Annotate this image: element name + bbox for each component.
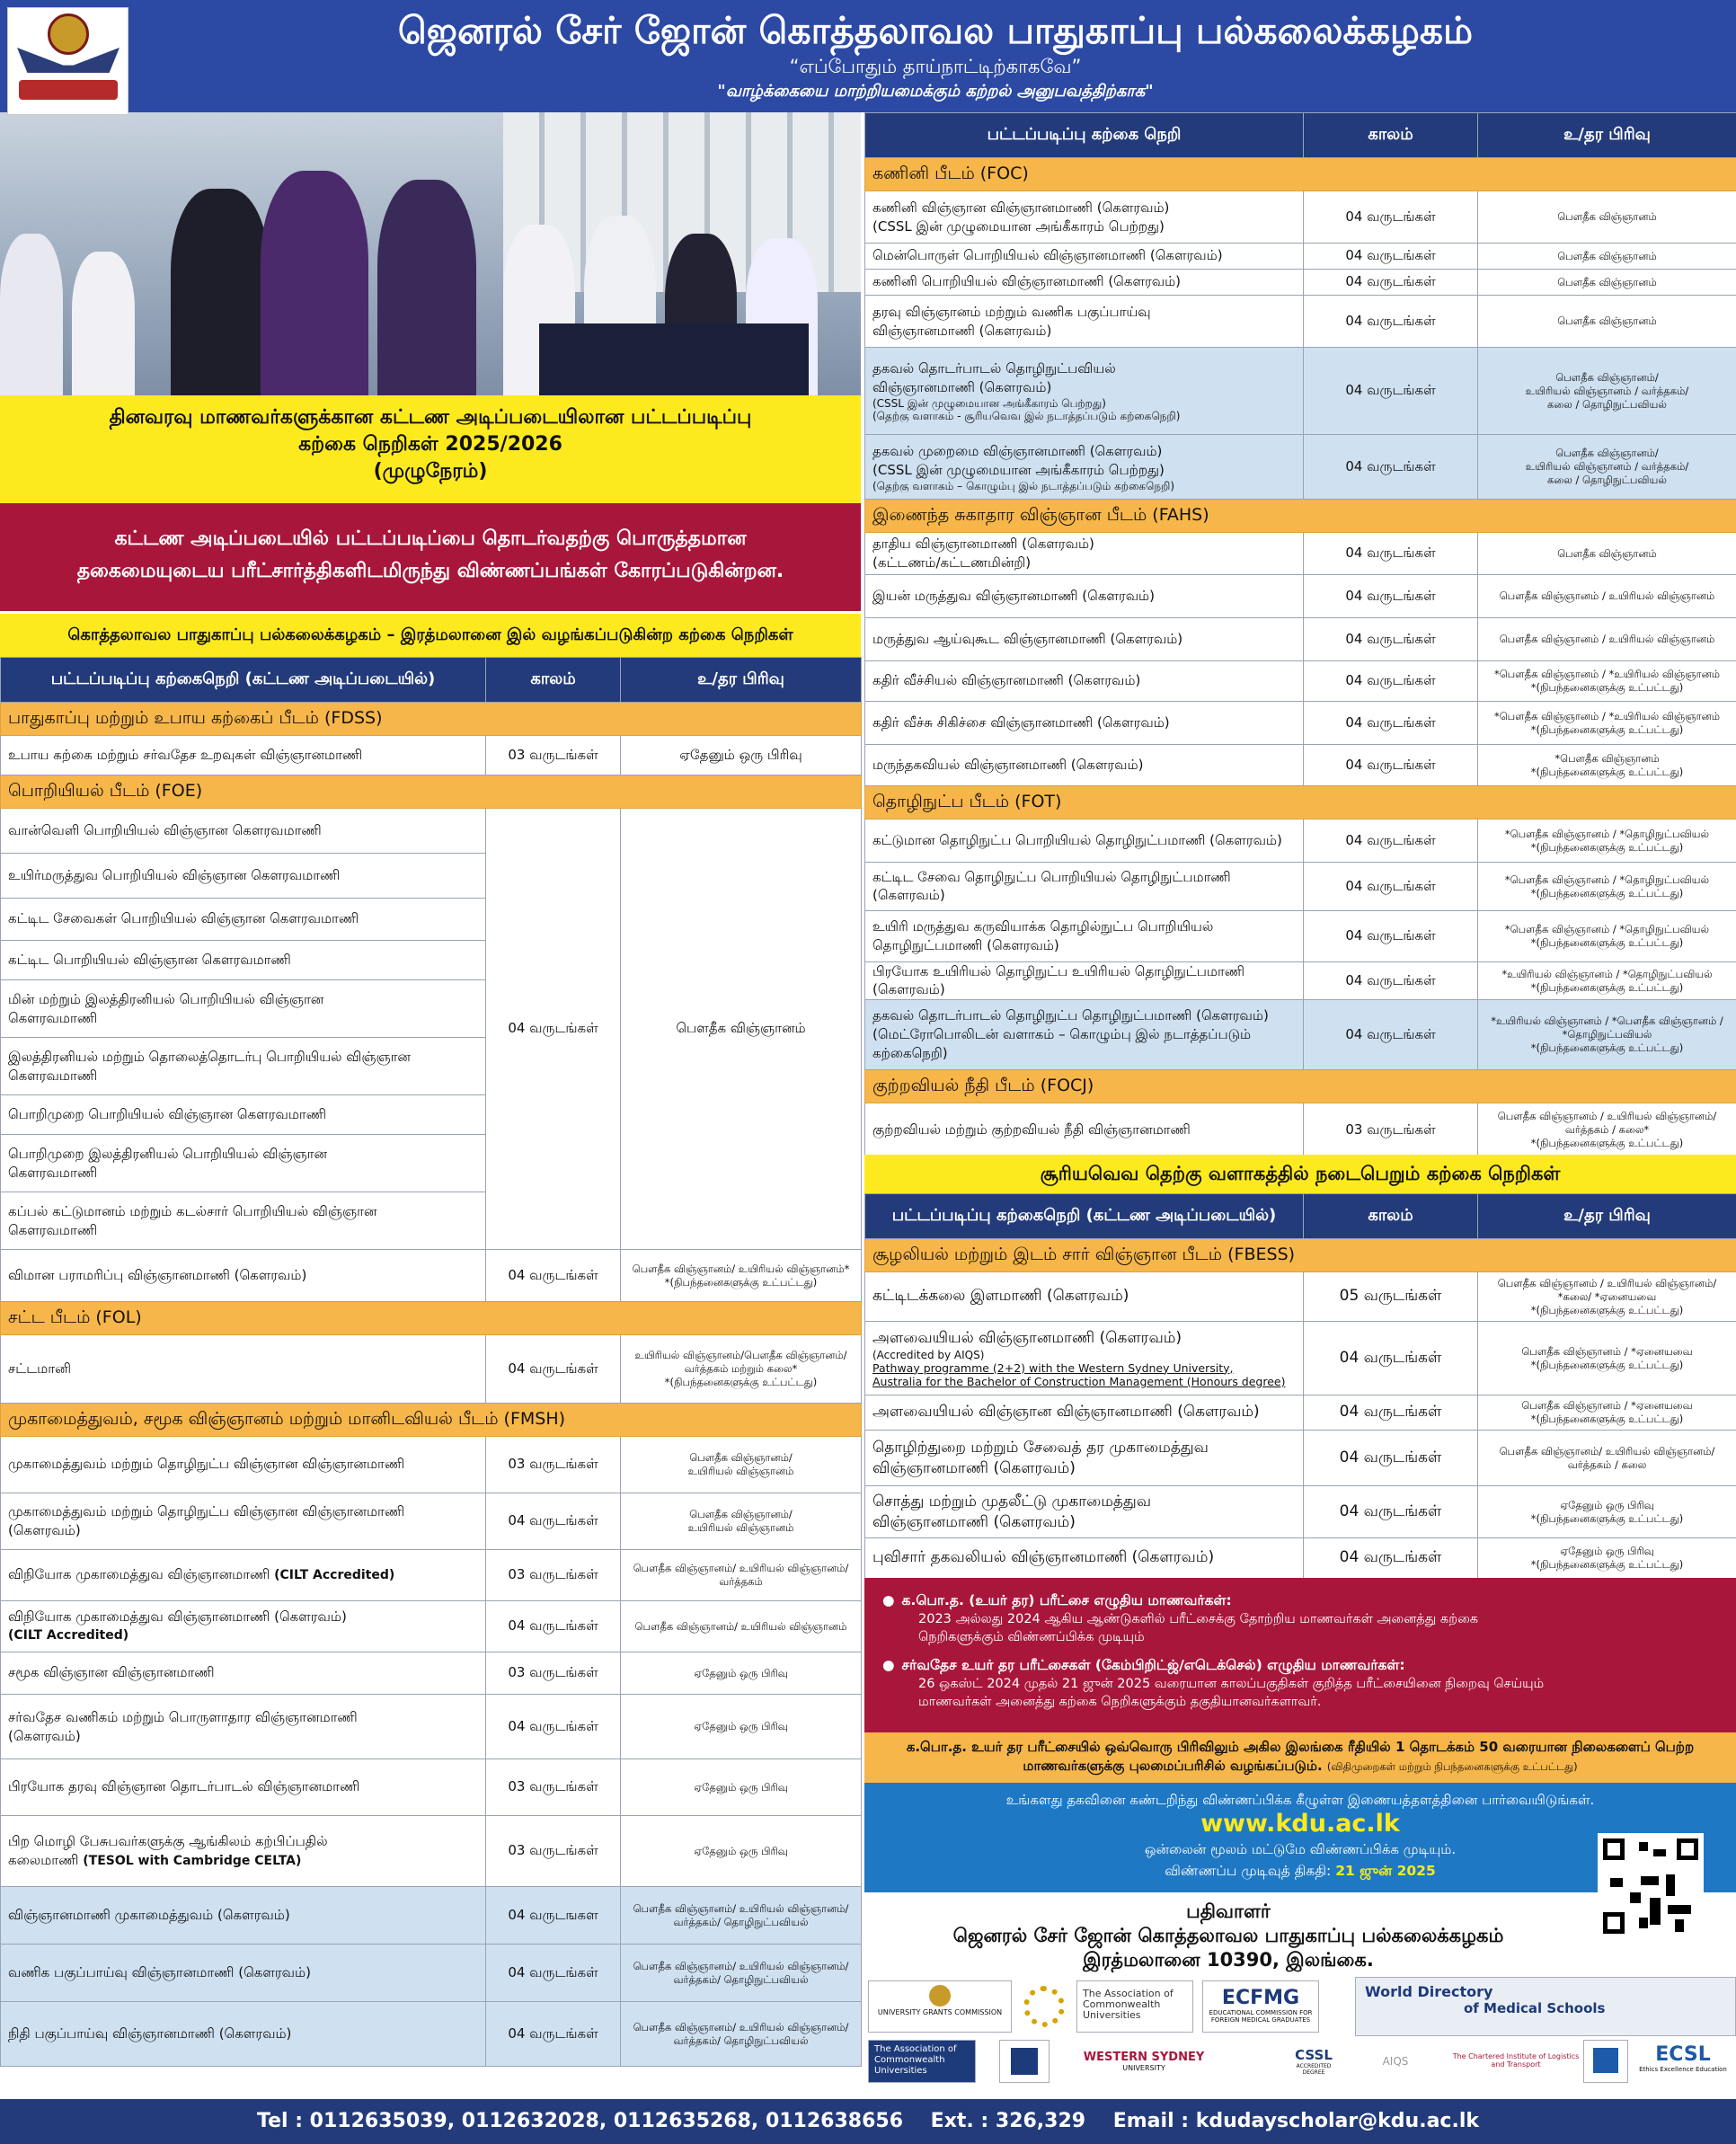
table-row: இலத்திரனியல் மற்றும் தொலைத்தொடர்பு பொறியியல் விஞ்ஞான கௌரவமாணி xyxy=(1,1038,862,1095)
aiqs-logo: AIQS xyxy=(1373,2040,1418,2083)
call-line-2: தகைமையுடைய பரீட்சார்த்திகளிடமிருந்து விண்ணப்பங்கள் கோரப்படுகின்றன. xyxy=(76,560,784,582)
eligibility-intl-title: ● சர்வதேச உயர் தர பரீட்சைகள் (கேம்பிறிட்ஜ்/எடெக்செல்) எழுதிய மாணவர்கள்: xyxy=(882,1657,1718,1675)
university-motto: “எப்போதும் தாய்நாட்டிற்காகவே” xyxy=(789,56,1082,77)
intro-box xyxy=(0,395,861,503)
eligibility-al-title: ● க.பொ.த. (உயர் தர) பரீட்சை எழுதிய மாணவர்கள்: xyxy=(882,1592,1718,1610)
table-row: புவிசார் தகவலியல் விஞ்ஞானமாணி (கௌரவம்) 04 வருடங்கள் ஏதேனும் ஒரு பிரிவு *(நிபந்தனைகளுக்கு உட்பட்டது) xyxy=(865,1538,1736,1579)
table-row: அளவையியல் விஞ்ஞானமாணி (கௌரவம்) (Accredited by AIQS) Pathway programme (2+2) with the Western Sydney University, Australia for the Bachelor of Construction Management (Honours degree) 04 வருடங்கள் பௌதீக விஞ்ஞானம் / *ஏனையவை *(நிபந்தனைகளுக்கு உட்பட்டது) xyxy=(865,1322,1736,1395)
scholarship-line-1: க.பொ.த. உயர் தர பரீட்சையில் ஒவ்வொரு பிரிவிலும் அகில இலங்கை ரீதியில் 1 தொடக்கம் 50 வரையான நிலைகளைப் பெற்ற xyxy=(906,1739,1695,1755)
intro-line-1: தினவரவு மாணவர்களுக்கான கட்டண அடிப்படையிலான பட்டப்படிப்பு xyxy=(109,406,752,429)
table-row: தரவு விஞ்ஞானம் மற்றும் வணிக பகுப்பாய்வு விஞ்ஞானமாணி (கௌரவம்) 04 வருடங்கள் பௌதீக விஞ்ஞானம் xyxy=(865,296,1736,348)
table-row: கதிர் வீச்சு சிகிச்சை விஞ்ஞானமாணி (கௌரவம்) 04 வருடங்கள் *பௌதீக விஞ்ஞானம் / *உயிரியல் விஞ்ஞானம் *(நிபந்தனைகளுக்கு உட்பட்டது) xyxy=(865,702,1736,745)
online-only-note: ஒன்லைன் மூலம் மட்டுமே விண்ணப்பிக்க முடியும். xyxy=(1144,1841,1457,1857)
acu-logo: The Association of Commonwealth Universities xyxy=(1076,1980,1193,2033)
table-row: கட்டுமான தொழிநுட்ப பொறியியல் தொழிநுட்பமாணி (கௌரவம்) 04 வருடங்கள் *பௌதீக விஞ்ஞானம் / *தொழிநுட்பவியல் *(நிபந்தனைகளுக்கு உட்பட்டது) xyxy=(865,820,1736,863)
table-row: பொறிமுறை இலத்திரனியல் பொறியியல் விஞ்ஞான கௌரவமாணி xyxy=(1,1135,862,1192)
table-row: சமூக விஞ்ஞான விஞ்ஞானமாணி 03 வருடங்கள் ஏதேனும் ஒரு பிரிவு xyxy=(1,1652,862,1695)
faculty-fbess: சூழலியல் மற்றும் இடம் சார் விஞ்ஞான பீடம் (FBESS) xyxy=(865,1239,1736,1272)
header-bar xyxy=(0,0,1736,112)
table-row: கதிர் வீச்சியல் விஞ்ஞானமாணி (கௌரவம்) 04 வருடங்கள் *பௌதீக விஞ்ஞானம் / *உயிரியல் விஞ்ஞானம் *(நிபந்தனைகளுக்கு உட்பட்டது) xyxy=(865,661,1736,702)
col-header-stream: உ/தர பிரிவு xyxy=(1478,113,1736,158)
registrar-address xyxy=(864,1892,1592,1979)
faculty-fol: சட்ட பீடம் (FOL) xyxy=(1,1302,862,1335)
table-row: உயிரி மருத்துவ கருவியாக்க தொழில்நுட்ப பொறியியல் தொழிநுட்பமாணி (கௌரவம்) 04 வருடங்கள் *பௌதீக விஞ்ஞானம் / *தொழிநுட்பவியல் *(நிபந்தனைகளுக்கு உட்பட்டது) xyxy=(865,911,1736,962)
col-header-stream: உ/தர பிரிவு xyxy=(621,658,862,703)
university-crest-logo xyxy=(7,7,128,115)
table-row: தகவல் தொடர்பாடல் தொழிநுட்பவியல் விஞ்ஞானமாணி (கௌரவம்) (CSSL இன் முழுமையான அங்கீகாரம் பெற்றது) (தெற்கு வளாகம் - சூரியவெவ இல் நடாத்தப்படும் கற்கைநெறி) 04 வருடங்கள் பௌதீக விஞ்ஞானம்/ உயிரியல் விஞ்ஞானம் / வர்த்தகம்/ கலை / தொழிநுட்பவியல் xyxy=(865,348,1736,435)
table-row: விநியோக முகாமைத்துவ விஞ்ஞானமாணி (கௌரவம்) (CILT Accredited) 04 வருடங்கள் பௌதீக விஞ்ஞானம்/ உயிரியல் விஞ்ஞானம் xyxy=(1,1601,862,1652)
qr-code[interactable] xyxy=(1598,1833,1704,1939)
col-header-programme: பட்டப்படிப்பு கற்கை நெறி xyxy=(865,113,1304,158)
table-row: விநியோக முகாமைத்துவ விஞ்ஞானமாணி (CILT Accredited) 03 வருடங்கள் பௌதீக விஞ்ஞானம்/ உயிரியல் விஞ்ஞானம்/ வர்த்தகம் xyxy=(1,1550,862,1601)
footer-email[interactable]: Email : kdudayscholar@kdu.ac.lk xyxy=(1112,2110,1479,2132)
col-header-duration: காலம் xyxy=(1304,113,1478,158)
table-row: பிரயோக உயிரியல் தொழிநுட்ப உயிரியல் தொழிநுட்பமாணி (கௌரவம்) 04 வருடங்கள் *உயிரியல் விஞ்ஞானம் / *தொழிநுட்பவியல் *(நிபந்தனைகளுக்கு உட்பட்டது) xyxy=(865,962,1736,1000)
table-row: விமான பராமரிப்பு விஞ்ஞானமாணி (கௌரவம்) 04 வருடங்கள் பௌதீக விஞ்ஞானம்/ உயிரியல் விஞ்ஞானம்* *(நிபந்தனைகளுக்கு உட்பட்டது) xyxy=(1,1250,862,1302)
faculty-programmes-table xyxy=(864,112,1736,1157)
eligibility-intl-text-2: மாணவர்கள் அனைத்து கற்கை நெறிகளுக்கும் தகுதியானவர்களாவர். xyxy=(918,1695,1322,1709)
table-row: உயிர்மருத்துவ பொறியியல் விஞ்ஞான கௌரவமாணி xyxy=(1,854,862,899)
faculty-foc: கணினி பீடம் (FOC) xyxy=(865,158,1736,191)
table-row: கட்டிட சேவைகள் பொறியியல் விஞ்ஞான கௌரவமாணி xyxy=(1,899,862,941)
table-row: மின் மற்றும் இலத்திரனியல் பொறியியல் விஞ்ஞான கௌரவமாணி xyxy=(1,980,862,1038)
western-sydney-logo: WESTERN SYDNEY UNIVERSITY xyxy=(1080,2040,1208,2083)
col-header-programme: பட்டப்படிப்பு கற்கைநெறி (கட்டண அடிப்படையில்) xyxy=(1,658,486,703)
ratmalana-banner: கொத்தலாவல பாதுகாப்பு பல்கலைக்கழகம் – இரத்மலானை இல் வழங்கப்படுகின்ற கற்கை நெறிகள் xyxy=(0,614,861,657)
acu-logo-2: The Association of Commonwealth Universities xyxy=(868,2040,976,2083)
table-row: விஞ்ஞானமாணி முகாமைத்துவம் (கௌரவம்) 04 வருடஙகள பௌதீக விஞ்ஞானம்/ உயிரியல் விஞ்ஞானம்/ வர்த்தகம்/ தொழிநுட்பவியல் xyxy=(1,1887,862,1945)
table-row: கட்டிடக்கலை இளமாணி (கௌரவம்) 05 வருடங்கள் பௌதீக விஞ்ஞானம் / உயிரியல் விஞ்ஞானம்/ *கலை/ *ஏனையவை *(நிபந்தனைகளுக்கு உட்பட்டது) xyxy=(865,1272,1736,1322)
col-header-stream: உ/தர பிரிவு xyxy=(1478,1194,1736,1239)
deadline-label: விண்ணப்ப முடிவுத் திகதி: xyxy=(1165,1863,1332,1879)
ugc-logo: UNIVERSITY GRANTS COMMISSION xyxy=(868,1980,1012,2033)
eligibility-box xyxy=(864,1578,1736,1732)
address-line-2: ஜெனரல் சேர் ஜோன் கொத்தலாவல பாதுகாப்பு பல்கலைக்கழகம் xyxy=(952,1925,1504,1946)
small-emblem-logo xyxy=(1583,2040,1628,2083)
faculty-fahs: இணைந்த சுகாதார விஞ்ஞான பீடம் (FAHS) xyxy=(865,500,1736,533)
faculty-focj: குற்றவியல் நீதி பீடம் (FOCJ) xyxy=(865,1070,1736,1103)
university-tagline: "வாழ்க்கையை மாற்றியமைக்கும் கற்றல் அனுபவத்திற்காக" xyxy=(717,82,1154,101)
sun-emblem-logo xyxy=(1017,1980,1071,2033)
table-row: கணினி பொறியியல் விஞ்ஞானமாணி (கௌரவம்) 04 வருடங்கள் பௌதீக விஞ்ஞானம் xyxy=(865,270,1736,296)
table-row: நிதி பகுப்பாய்வு விஞ்ஞானமாணி (கௌரவம்) 04 வருடங்கள் பௌதீக விஞ்ஞானம்/ உயிரியல் விஞ்ஞானம்/ வர்த்தகம்/ தொழிநுட்பவியல் xyxy=(1,2002,862,2067)
deadline-date: 21 ஜுன் 2025 xyxy=(1335,1863,1436,1879)
footer-extension: Ext. : 326,329 xyxy=(930,2110,1086,2132)
table-row: அளவையியல் விஞ்ஞான விஞ்ஞானமாணி (கௌரவம்) 04 வருடங்கள் பௌதீக விஞ்ஞானம் / *ஏனையவை *(நிபந்தனைகளுக்கு உட்பட்டது) xyxy=(865,1395,1736,1431)
southern-programmes-table xyxy=(864,1193,1736,1579)
eligibility-al-text: 2023 அல்லது 2024 ஆகிய ஆண்டுகளில் பரீட்சைக்கு தோற்றிய மாணவர்கள் அனைத்து கற்கை xyxy=(918,1612,1479,1626)
website-link[interactable]: www.kdu.ac.lk xyxy=(1200,1810,1400,1838)
table-row: மருத்துவ ஆய்வுகூட விஞ்ஞானமாணி (கௌரவம்) 04 வருடங்கள் பௌதீக விஞ்ஞானம் / உயிரியல் விஞ்ஞானம் xyxy=(865,618,1736,661)
contact-footer xyxy=(0,2099,1736,2144)
table-row: பிற மொழி பேசுபவர்களுக்கு ஆங்கிலம் கற்பிப்பதில் கலைமாணி (TESOL with Cambridge CELTA) 03 வருடங்கள் ஏதேனும் ஒரு பிரிவு xyxy=(1,1816,862,1887)
table-row: முகாமைத்துவம் மற்றும் தொழிநுட்ப விஞ்ஞான விஞ்ஞானமாணி (கௌரவம்) 04 வருடங்கள் பௌதீக விஞ்ஞானம்/ உயிரியல் விஞ்ஞானம் xyxy=(1,1493,862,1550)
address-line-3: இரத்மலானை 10390, இலங்கை. xyxy=(1083,1949,1374,1971)
table-row: தகவல் தொடர்பாடல் தொழிநுட்ப தொழிநுட்பமாணி (கௌரவம்) (மெட்ரோபொலிடன் வளாகம் – கொழும்பு இல் நடாத்தப்படும் கற்கைநெறி) 04 வருடங்கள் *உயிரியல் விஞ்ஞானம் / *பௌதீக விஞ்ஞானம் / *தொழிநுட்பவியல் *(நிபந்தனைகளுக்கு உட்பட்டது) xyxy=(865,1000,1736,1070)
faculty-fot: தொழிநுட்ப பீடம் (FOT) xyxy=(865,786,1736,820)
accreditation-logos xyxy=(864,1977,1736,2088)
cilt-logo: The Chartered Institute of Logistics and Transport xyxy=(1448,2040,1583,2083)
table-row: குற்றவியல் மற்றும் குற்றவியல் நீதி விஞ்ஞானமாணி 03 வருடங்கள் பௌதீக விஞ்ஞானம் / உயிரியல் விஞ்ஞானம்/ வர்த்தகம் / கலை* *(நிபந்தனைகளுக்கு உட்பட்டது) xyxy=(865,1103,1736,1157)
col-header-duration: காலம் xyxy=(1304,1194,1478,1239)
apply-instructions: உங்களது தகவினை கண்டறிந்து விண்ணப்பிக்க கீழுள்ள இணையத்தளத்தினை பார்வையிடுங்கள். xyxy=(1005,1792,1595,1808)
call-line-1: கட்டண அடிப்படையில் பட்டப்படிப்பை தொடர்வதற்கு பொருத்தமான xyxy=(114,527,747,550)
call-for-applications xyxy=(0,503,861,611)
southern-campus-banner: சூரியவெவ தெற்கு வளாகத்தில் நடைபெறும் கற்கை நெறிகள் xyxy=(864,1155,1736,1193)
table-row: தகவல் முறைமை விஞ்ஞானமாணி (கௌரவம்) (CSSL இன் முழுமையான அங்கீகாரம் பெற்றது) (தெற்கு வளாகம் – கொழும்பு இல் நடாத்தப்படும் கற்கைநெறி) 04 வருடங்கள் பௌதீக விஞ்ஞானம்/ உயிரியல் விஞ்ஞானம் / வர்த்தகம்/ கலை / தொழிநுட்பவியல் xyxy=(865,435,1736,500)
table-row: முகாமைத்துவம் மற்றும் தொழிநுட்ப விஞ்ஞான விஞ்ஞானமாணி 03 வருடங்கள் பௌதீக விஞ்ஞானம்/ உயிரியல் விஞ்ஞானம் xyxy=(1,1437,862,1493)
faculty-foe: பொறியியல் பீடம் (FOE) xyxy=(1,775,862,809)
eligibility-intl-text: 26 ஒகஸ்ட் 2024 முதல் 21 ஜுன் 2025 வரையான காலப்பகுதிகள் குறித்த பரீட்சையினை நிறைவு செய்யும் xyxy=(918,1677,1545,1691)
cssl-logo: CSSL ACCREDITED DEGREE xyxy=(1287,2040,1341,2083)
table-row: வான்வெளி பொறியியல் விஞ்ஞான கௌரவமாணி 04 வருடங்கள் பௌதீக விஞ்ஞானம் xyxy=(1,809,862,854)
intro-line-3: (முழுநேரம்) xyxy=(373,460,488,483)
table-row: உபாய கற்கை மற்றும் சர்வதேச உறவுகள் விஞ்ஞானமாணி 03 வருடங்கள் ஏதேனும் ஒரு பிரிவு xyxy=(1,736,862,775)
table-row: மருந்தகவியல் விஞ்ஞானமாணி (கௌரவம்) 04 வருடங்கள் *பௌதீக விஞ்ஞானம் *(நிபந்தனைகளுக்கு உட்பட்டது) xyxy=(865,745,1736,786)
world-directory-logo: World Directory of Medical Schools xyxy=(1355,1977,1736,2036)
scholarship-box xyxy=(864,1732,1736,1783)
iau-logo xyxy=(999,2040,1050,2083)
table-row: தாதிய விஞ்ஞானமாணி (கௌரவம்) (கட்டணம்/கட்டணமின்றி) 04 வருடங்கள் பௌதீக விஞ்ஞானம் xyxy=(865,533,1736,575)
col-header-programme: பட்டப்படிப்பு கற்கைநெறி (கட்டண அடிப்படையில்) xyxy=(865,1194,1304,1239)
table-row: பொறிமுறை பொறியியல் விஞ்ஞான கௌரவமாணி xyxy=(1,1095,862,1135)
ecfmg-logo: ECFMG EDUCATIONAL COMMISSION FOR FOREIGN MEDICAL GRADUATES xyxy=(1202,1980,1319,2033)
table-row: வணிக பகுப்பாய்வு விஞ்ஞானமாணி (கௌரவம்) 04 வருடங்கள் பௌதீக விஞ்ஞானம்/ உயிரியல் விஞ்ஞானம்/ வர்த்தகம்/ தொழிநுட்பவியல் xyxy=(1,1945,862,2002)
table-row: கப்பல் கட்டுமானம் மற்றும் கடல்சார் பொறியியல் விஞ்ஞான கௌரவமாணி xyxy=(1,1192,862,1250)
faculty-fdss: பாதுகாப்பு மற்றும் உபாய கற்கைப் பீடம் (FDSS) xyxy=(1,703,862,736)
table-row: சர்வதேச வணிகம் மற்றும் பொருளாதார விஞ்ஞானமாணி (கௌரவம்) 04 வருடங்கள் ஏதேனும் ஒரு பிரிவு xyxy=(1,1695,862,1759)
ecsl-logo: ECSL Ethics Excellence Education xyxy=(1634,2040,1732,2083)
footer-phone: Tel : 0112635039, 0112632028, 0112635268, 0112638656 xyxy=(257,2110,904,2132)
table-row: கணினி விஞ்ஞான விஞ்ஞானமாணி (கௌரவம்) (CSSL இன் முழுமையான அங்கீகாரம் பெற்றது) 04 வருடங்கள் பௌதீக விஞ்ஞானம் xyxy=(865,191,1736,244)
table-row: கட்டிட சேவை தொழிநுட்ப பொறியியல் தொழிநுட்பமாணி (கௌரவம்) 04 வருடங்கள் *பௌதீக விஞ்ஞானம் / *தொழிநுட்பவியல் *(நிபந்தனைகளுக்கு உட்பட்டது) xyxy=(865,863,1736,911)
intro-line-2: கற்கை நெறிகள் 2025/2026 xyxy=(298,433,562,456)
table-row: சட்டமானி 04 வருடங்கள் உயிரியல் விஞ்ஞானம்/பௌதீக விஞ்ஞானம்/ வர்த்தகம் மற்றும் கலை* *(நிபந்தனைகளுக்கு உட்பட்டது) xyxy=(1,1335,862,1404)
col-header-duration: காலம் xyxy=(486,658,621,703)
table-row: கட்டிட பொறியியல் விஞ்ஞான கௌரவமாணி xyxy=(1,941,862,980)
table-row: தொழிற்துறை மற்றும் சேவைத் தர முகாமைத்துவ விஞ்ஞானமாணி (கௌரவம்) 04 வருடங்கள் பௌதீக விஞ்ஞானம்/ உயிரியல் விஞ்ஞானம்/ வர்த்தகம் / கலை xyxy=(865,1431,1736,1486)
university-title: ஜெனரல் சேர் ஜோன் கொத்தலாவல பாதுகாப்பு பல்கலைக்கழகம் xyxy=(397,9,1474,52)
faculty-fmsh: முகாமைத்துவம், சமூக விஞ்ஞானம் மற்றும் மானிடவியல் பீடம் (FMSH) xyxy=(1,1404,862,1437)
table-row: சொத்து மற்றும் முதலீட்டு முகாமைத்துவ விஞ்ஞானமாணி (கௌரவம்) 04 வருடங்கள் ஏதேனும் ஒரு பிரிவு *(நிபந்தனைகளுக்கு உட்பட்டது) xyxy=(865,1486,1736,1538)
graduation-photo xyxy=(0,112,861,395)
ratmalana-programmes-table xyxy=(0,657,862,2067)
table-row: மென்பொருள் பொறியியல் விஞ்ஞானமாணி (கௌரவம்) 04 வருடங்கள் பௌதீக விஞ்ஞானம் xyxy=(865,244,1736,270)
eligibility-al-text-2: நெறிகளுக்கும் விண்ணப்பிக்க முடியும் xyxy=(918,1630,1145,1644)
table-row: இயன் மருத்துவ விஞ்ஞானமாணி (கௌரவம்) 04 வருடங்கள் பௌதீக விஞ்ஞானம் / உயிரியல் விஞ்ஞானம் xyxy=(865,575,1736,618)
table-row: பிரயோக தரவு விஞ்ஞான தொடர்பாடல் விஞ்ஞானமாணி 03 வருடங்கள் ஏதேனும் ஒரு பிரிவு xyxy=(1,1759,862,1816)
scholarship-line-2: மாணவர்களுக்கு புலமைப்பரிசில் வழங்கப்படும். xyxy=(1023,1758,1323,1774)
scholarship-note: (விதிமுறைகள் மற்றும் நிபந்தனைகளுக்கு உட்பட்டது) xyxy=(1326,1760,1578,1773)
address-line-1: பதிவாளர் xyxy=(1186,1900,1271,1922)
